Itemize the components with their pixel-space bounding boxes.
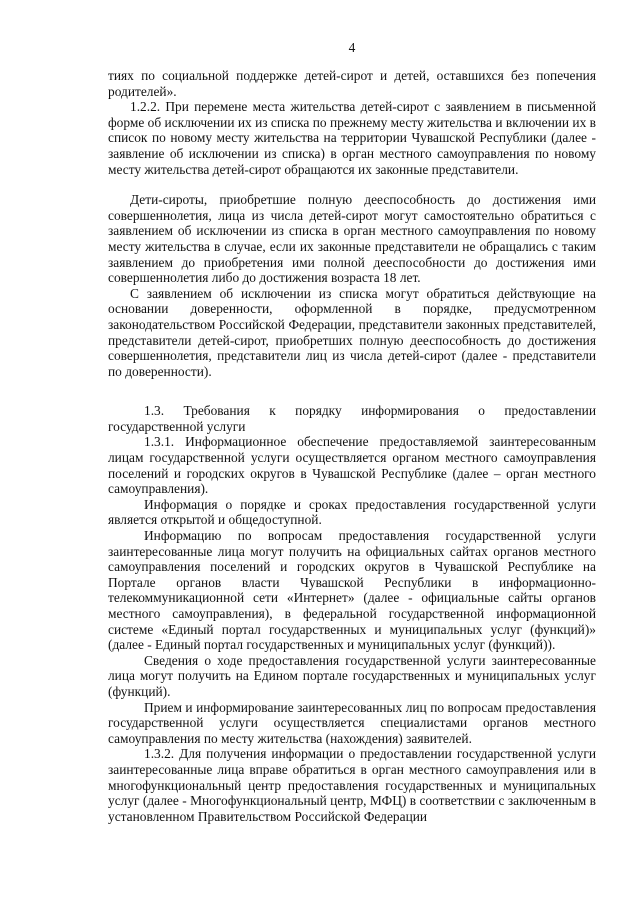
paragraph-continuation: тиях по социальной поддержке детей-сирот и детей, оставшихся без попечения родителей». (108, 68, 596, 99)
paragraph-1-3-1: 1.3.1. Информационное обеспечение предоставляемой заинтересованным лицам государственной услуги осуществляется органом местного самоуправления поселений и городских округов в Чувашской Республике (далее – орган местного самоуправления). (108, 434, 596, 497)
paragraph-proxy-representatives: С заявлением об исключении из списка могут обратиться действующие на основании доверенности, оформленной в порядке, предусмотренном законодательством Российской Федерации, представители законных представителей, представители детей-сирот, приобретших полную дееспособность до достижения совершеннолетия, представители лиц из числа детей-сирот (далее - представители по доверенности). (108, 285, 596, 379)
paragraph-1-3-2: 1.3.2. Для получения информации о предоставлении государственной услуги заинтересованные лица вправе обратиться в орган местного самоуправления или в многофункциональный центр предоставления государственных и муниципальных услуг (далее - Многофункциональный центр, МФЦ) в соответствии с заключенным в установленном Правительством Российской Федерации (108, 746, 596, 824)
section-heading-1-3: 1.3. Требования к порядку информирования о предоставлении государственной услуги (108, 403, 596, 434)
paragraph-progress-info: Сведения о ходе предоставления государственной услуги заинтересованные лица могут получить на Едином портале государственных и муниципальных услуг (функций). (108, 652, 596, 699)
paragraph-1-2-2: 1.2.2. При перемене места жительства детей-сирот с заявлением в письменной форме об исключении их из списка по прежнему месту жительства и включении их в список по новому месту жительства на территории Чувашской Республики (далее - заявление об исключении из списка) в орган местного самоуправления по новому месту жительства детей-сирот обращаются их законные представители. (108, 99, 596, 177)
paragraph-gap (108, 379, 596, 403)
paragraph-orphans-self-apply: Дети-сироты, приобретшие полную дееспособность до достижения ими совершеннолетия, лица из числа детей-сирот могут самостоятельно обратиться с заявлением об исключении из списка в орган местного самоуправления по новому месту жительства в случае, если их законные представители не обращались с таким заявлением до приобретения ими полной дееспособности до достижения ими совершеннолетия либо до достижения возраста 18 лет. (108, 192, 596, 286)
paragraph-gap (108, 177, 596, 192)
paragraph-info-sources: Информацию по вопросам предоставления государственной услуги заинтересованные лица могут получить на официальных сайтах органов местного самоуправления поселений и городских округов в Чувашской Республике на Портале органов власти Чувашской Республики в информационно-телекоммуникационной сети «Интернет» (далее - официальные сайты органов местного самоуправления), в федеральной государственной информационной системе «Единый портал государственных и муниципальных услуг (функций)» (далее - Единый портал государственных и муниципальных услуг (функций)). (108, 528, 596, 653)
page-number: 4 (348, 40, 356, 55)
paragraph-reception: Прием и информирование заинтересованных лиц по вопросам предоставления государственной услуги осуществляется специалистами органов местного самоуправления по месту жительства (нахождения) заявителей. (108, 699, 596, 746)
paragraph-info-open: Информация о порядке и сроках предоставления государственной услуги является открытой и общедоступной. (108, 496, 596, 528)
